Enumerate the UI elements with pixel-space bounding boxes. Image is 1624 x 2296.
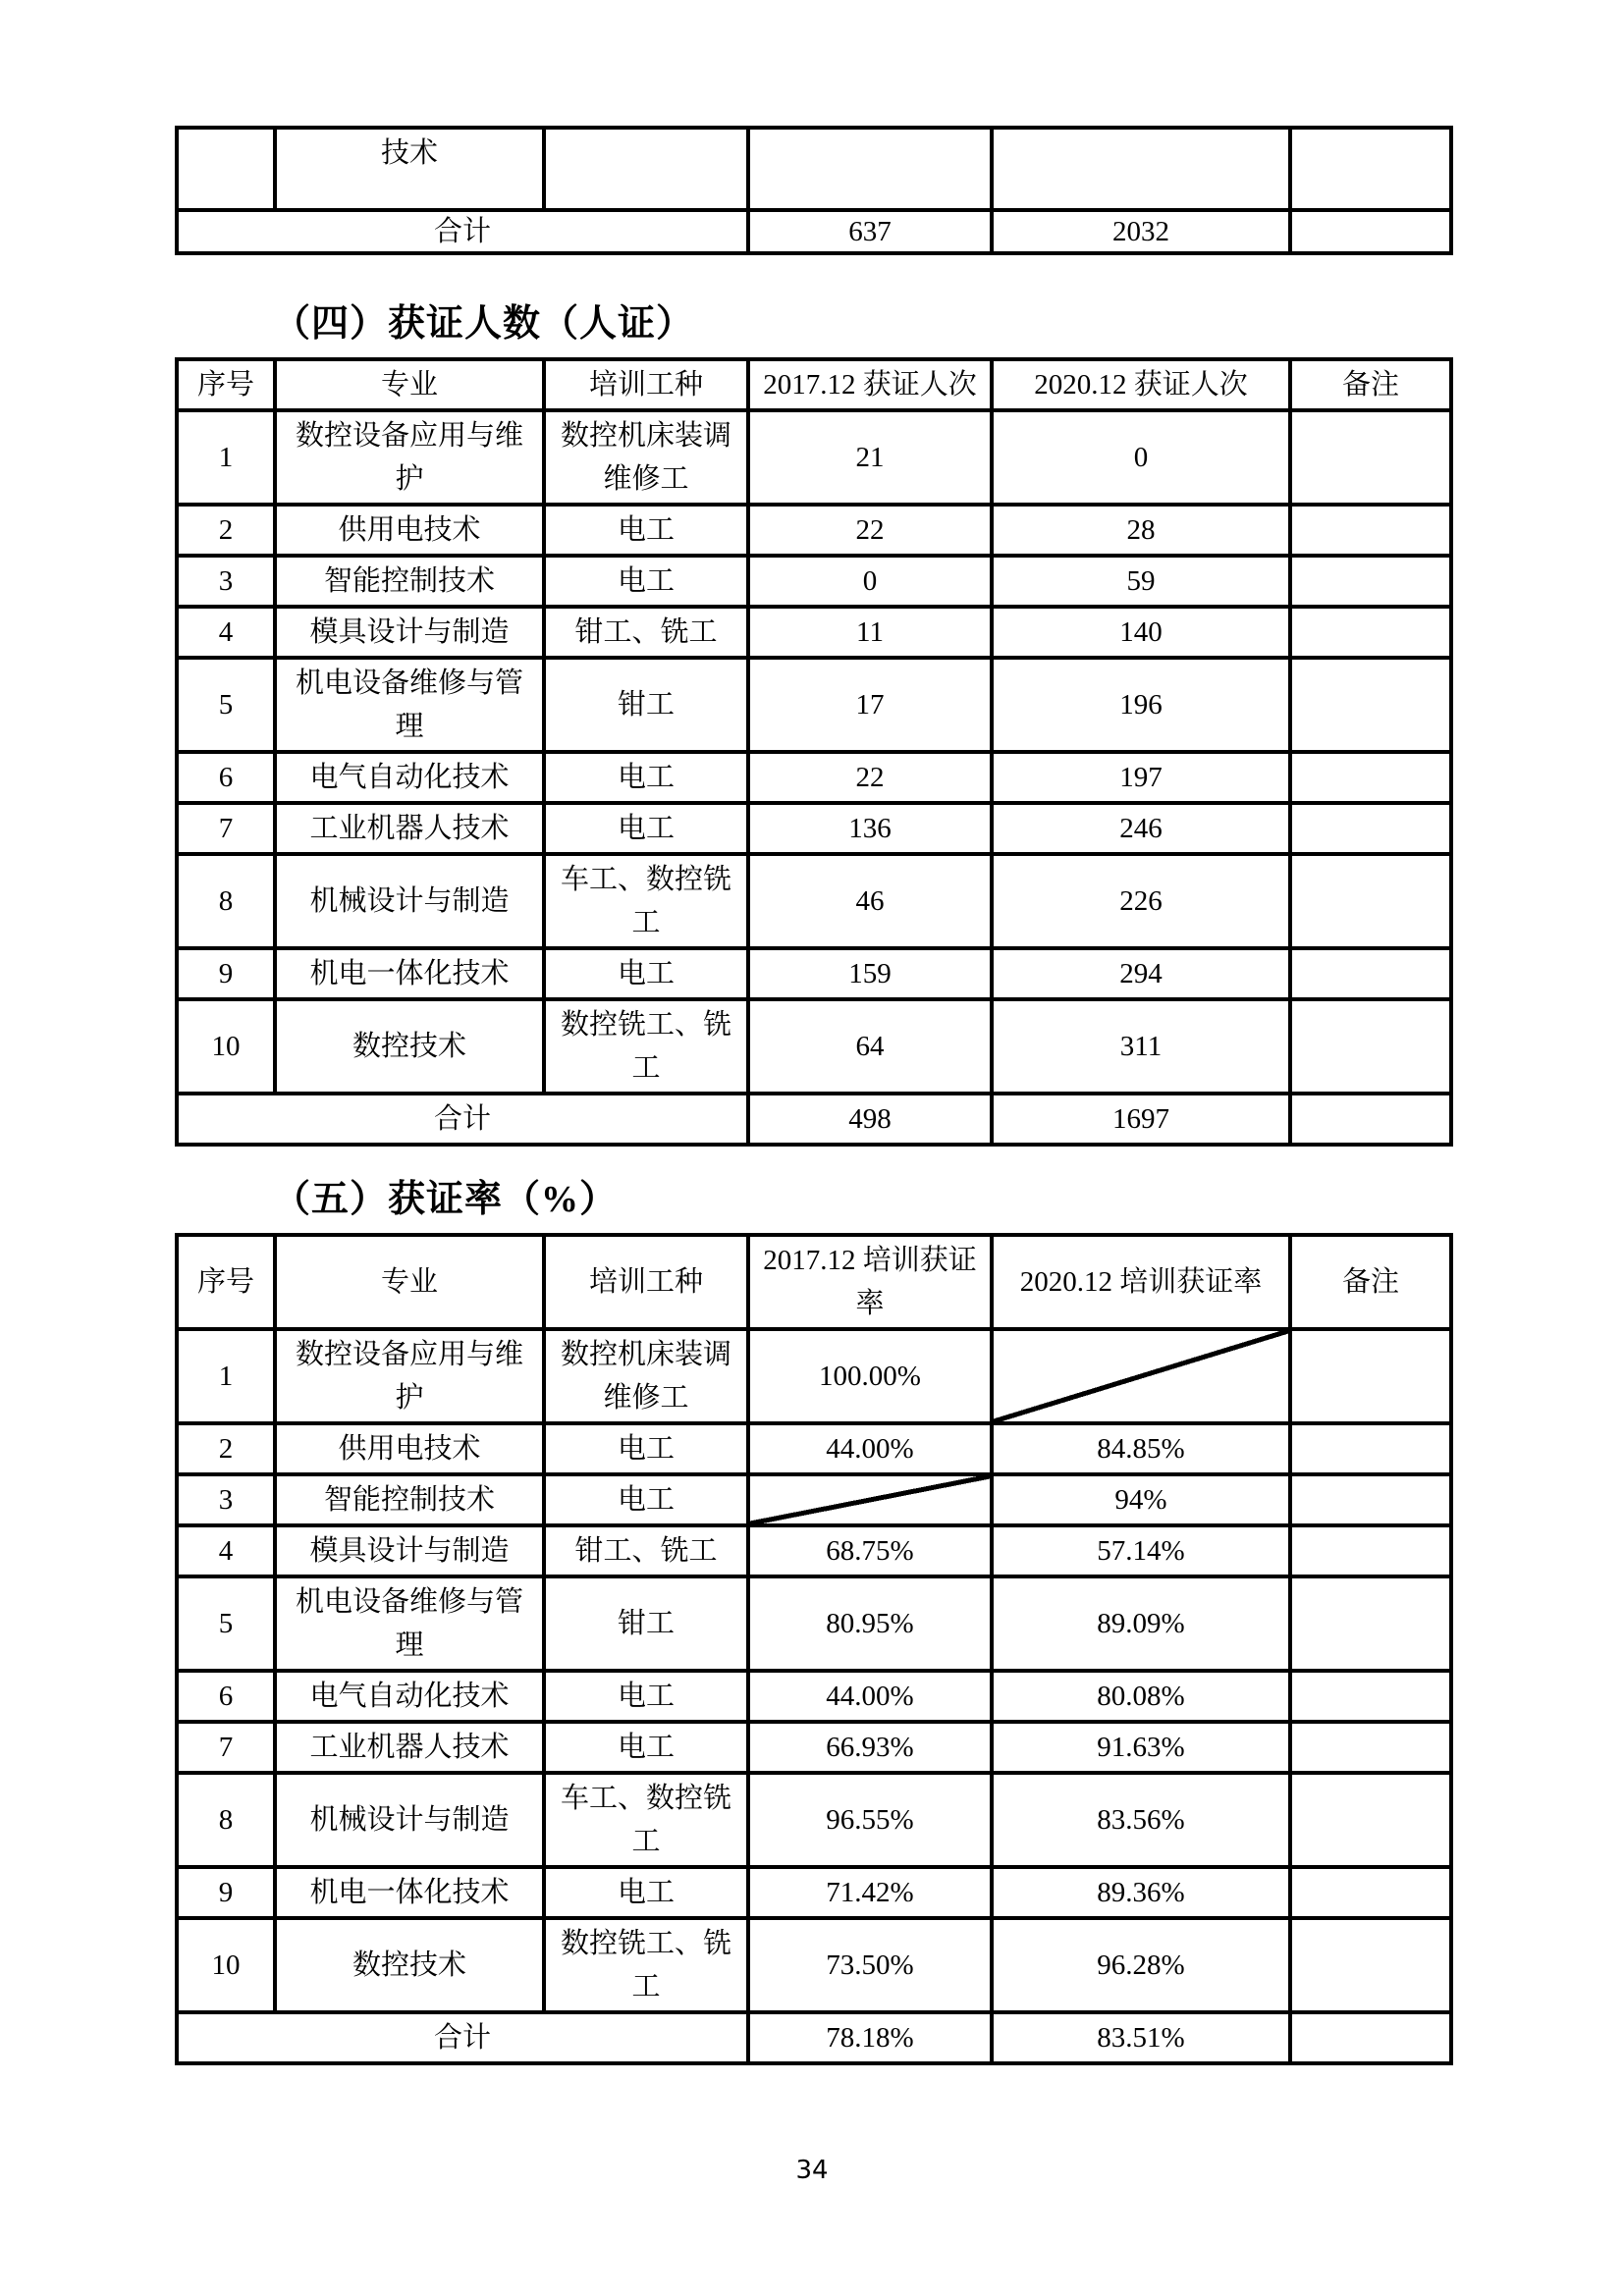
cell-2017-value: 71.42% bbox=[748, 1867, 992, 1918]
cell-trade: 电工 bbox=[544, 752, 748, 803]
cell-index: 4 bbox=[177, 1525, 275, 1576]
cell-major: 电气自动化技术 bbox=[275, 1671, 544, 1722]
cell-note bbox=[1290, 1576, 1451, 1671]
cell-2020-value: 80.08% bbox=[992, 1671, 1290, 1722]
cell-index: 3 bbox=[177, 556, 275, 607]
cell-major: 工业机器人技术 bbox=[275, 1722, 544, 1773]
cell-major: 供用电技术 bbox=[275, 1423, 544, 1474]
cell-index: 10 bbox=[177, 1918, 275, 2012]
cell-note bbox=[1290, 752, 1451, 803]
cell-trade: 电工 bbox=[544, 1671, 748, 1722]
table-row bbox=[177, 999, 1451, 1094]
cell-2017-value: 80.95% bbox=[748, 1576, 992, 1671]
cell-trade: 车工、数控铣工 bbox=[544, 854, 748, 948]
cell-2020-value: 28 bbox=[992, 505, 1290, 556]
cell-2017-value: 100.00% bbox=[748, 1329, 992, 1423]
cell-2017-value: 21 bbox=[748, 410, 992, 505]
table-row bbox=[177, 1329, 1451, 1423]
cell-2017-value: 17 bbox=[748, 658, 992, 752]
total-note bbox=[1290, 1094, 1451, 1145]
cell-major: 数控技术 bbox=[275, 1918, 544, 2012]
table-row bbox=[177, 1867, 1451, 1918]
cell-note bbox=[1290, 803, 1451, 854]
cell-2017-value: 46 bbox=[748, 854, 992, 948]
header-2017: 2017.12 培训获证率 bbox=[748, 1235, 992, 1329]
cell-trade bbox=[544, 128, 748, 210]
cell-major: 智能控制技术 bbox=[275, 1474, 544, 1525]
cell-trade: 电工 bbox=[544, 505, 748, 556]
cell-note bbox=[1290, 1773, 1451, 1867]
total-label: 合计 bbox=[177, 2012, 748, 2063]
cell-trade: 电工 bbox=[544, 948, 748, 999]
header-trade: 培训工种 bbox=[544, 359, 748, 410]
cell-2020-value: 0 bbox=[992, 410, 1290, 505]
table-row bbox=[177, 803, 1451, 854]
cell-index: 1 bbox=[177, 410, 275, 505]
cell-index: 5 bbox=[177, 1576, 275, 1671]
cell-index: 9 bbox=[177, 948, 275, 999]
cell-trade: 钳工 bbox=[544, 658, 748, 752]
cell-index: 7 bbox=[177, 803, 275, 854]
cell-major: 机电一体化技术 bbox=[275, 1867, 544, 1918]
total-2020-value: 83.51% bbox=[992, 2012, 1290, 2063]
total-row bbox=[177, 210, 1451, 253]
cell-2017-value: 136 bbox=[748, 803, 992, 854]
cell-2020-value bbox=[992, 128, 1290, 210]
total-2017-value: 498 bbox=[748, 1094, 992, 1145]
cell-major: 机械设计与制造 bbox=[275, 854, 544, 948]
cell-2017-value bbox=[748, 1474, 992, 1525]
cell-2020-value bbox=[992, 1329, 1290, 1423]
total-2017-value: 637 bbox=[748, 210, 992, 253]
total-2017-value: 78.18% bbox=[748, 2012, 992, 2063]
cell-2020-value: 91.63% bbox=[992, 1722, 1290, 1773]
cell-2017-value: 22 bbox=[748, 752, 992, 803]
page-number: 34 bbox=[795, 2156, 829, 2185]
total-note bbox=[1290, 210, 1451, 253]
cell-index bbox=[177, 128, 275, 210]
table-body bbox=[177, 1329, 1451, 2012]
cell-2020-value: 94% bbox=[992, 1474, 1290, 1525]
cell-note bbox=[1290, 128, 1451, 210]
cell-major: 机械设计与制造 bbox=[275, 1773, 544, 1867]
cell-major: 数控技术 bbox=[275, 999, 544, 1094]
cell-trade: 电工 bbox=[544, 1423, 748, 1474]
cell-2020-value: 196 bbox=[992, 658, 1290, 752]
cell-2020-value: 57.14% bbox=[992, 1525, 1290, 1576]
cell-note bbox=[1290, 607, 1451, 658]
cell-2020-value: 226 bbox=[992, 854, 1290, 948]
total-2020-value: 2032 bbox=[992, 210, 1290, 253]
cell-2017-value: 68.75% bbox=[748, 1525, 992, 1576]
cell-2017-value: 96.55% bbox=[748, 1773, 992, 1867]
table-header bbox=[177, 1235, 1451, 1329]
cell-index: 6 bbox=[177, 752, 275, 803]
header-2017: 2017.12 获证人次 bbox=[748, 359, 992, 410]
cell-major: 机电设备维修与管理 bbox=[275, 1576, 544, 1671]
cell-note bbox=[1290, 1423, 1451, 1474]
table-row bbox=[177, 948, 1451, 999]
cell-index: 2 bbox=[177, 505, 275, 556]
cell-note bbox=[1290, 1329, 1451, 1423]
cell-note bbox=[1290, 1474, 1451, 1525]
table-row bbox=[177, 1423, 1451, 1474]
cell-2020-value: 246 bbox=[992, 803, 1290, 854]
cell-note bbox=[1290, 556, 1451, 607]
cell-note bbox=[1290, 854, 1451, 948]
cell-trade: 车工、数控铣工 bbox=[544, 1773, 748, 1867]
header-trade: 培训工种 bbox=[544, 1235, 748, 1329]
cell-2020-value: 89.09% bbox=[992, 1576, 1290, 1671]
table-row bbox=[177, 556, 1451, 607]
cell-index: 9 bbox=[177, 1867, 275, 1918]
cell-major: 模具设计与制造 bbox=[275, 607, 544, 658]
cell-note bbox=[1290, 1722, 1451, 1773]
table-row bbox=[177, 410, 1451, 505]
cell-2020-value: 59 bbox=[992, 556, 1290, 607]
cell-major: 模具设计与制造 bbox=[275, 1525, 544, 1576]
cell-2017-value: 11 bbox=[748, 607, 992, 658]
cell-2020-value: 197 bbox=[992, 752, 1290, 803]
cell-2020-value: 83.56% bbox=[992, 1773, 1290, 1867]
table-row bbox=[177, 1722, 1451, 1773]
total-note bbox=[1290, 2012, 1451, 2063]
cell-trade: 电工 bbox=[544, 1722, 748, 1773]
table-row bbox=[177, 1525, 1451, 1576]
cell-index: 10 bbox=[177, 999, 275, 1094]
cell-note bbox=[1290, 1867, 1451, 1918]
cell-index: 8 bbox=[177, 1773, 275, 1867]
cell-trade: 数控铣工、铣工 bbox=[544, 999, 748, 1094]
header-row bbox=[177, 359, 1451, 410]
cell-2017-value: 64 bbox=[748, 999, 992, 1094]
cell-2020-value: 89.36% bbox=[992, 1867, 1290, 1918]
cell-2017-value: 73.50% bbox=[748, 1918, 992, 2012]
section5-heading: （五）获证率（%） bbox=[273, 1179, 619, 1220]
cell-2017-value: 44.00% bbox=[748, 1671, 992, 1722]
table-row bbox=[177, 1671, 1451, 1722]
header-note: 备注 bbox=[1290, 359, 1451, 410]
cell-trade: 钳工、铣工 bbox=[544, 1525, 748, 1576]
table-row bbox=[177, 128, 1451, 210]
table-continuation bbox=[175, 126, 1453, 255]
total-label: 合计 bbox=[177, 1094, 748, 1145]
header-index: 序号 bbox=[177, 1235, 275, 1329]
section4-heading: （四）获证人数（人证） bbox=[273, 303, 695, 345]
cell-major-continued: 技术 bbox=[275, 128, 544, 210]
cell-trade: 电工 bbox=[544, 1474, 748, 1525]
cell-note bbox=[1290, 1671, 1451, 1722]
table-header bbox=[177, 359, 1451, 410]
cell-index: 3 bbox=[177, 1474, 275, 1525]
cell-2020-value: 96.28% bbox=[992, 1918, 1290, 2012]
cell-note bbox=[1290, 1918, 1451, 2012]
cell-trade: 电工 bbox=[544, 1867, 748, 1918]
table-row bbox=[177, 607, 1451, 658]
cell-note bbox=[1290, 999, 1451, 1094]
cell-index: 5 bbox=[177, 658, 275, 752]
cell-trade: 数控机床装调维修工 bbox=[544, 1329, 748, 1423]
cell-major: 工业机器人技术 bbox=[275, 803, 544, 854]
total-row bbox=[177, 2012, 1451, 2063]
header-note: 备注 bbox=[1290, 1235, 1451, 1329]
table-cert-count bbox=[175, 357, 1453, 1147]
cell-2017-value: 22 bbox=[748, 505, 992, 556]
cell-2020-value: 311 bbox=[992, 999, 1290, 1094]
cell-trade: 电工 bbox=[544, 803, 748, 854]
header-major: 专业 bbox=[275, 359, 544, 410]
cell-trade: 钳工、铣工 bbox=[544, 607, 748, 658]
table-row bbox=[177, 1474, 1451, 1525]
cell-2017-value: 159 bbox=[748, 948, 992, 999]
table-row bbox=[177, 752, 1451, 803]
cell-trade: 钳工 bbox=[544, 1576, 748, 1671]
header-major: 专业 bbox=[275, 1235, 544, 1329]
header-2020: 2020.12 培训获证率 bbox=[992, 1235, 1290, 1329]
cell-note bbox=[1290, 948, 1451, 999]
table-row bbox=[177, 505, 1451, 556]
cell-trade: 数控铣工、铣工 bbox=[544, 1918, 748, 2012]
cell-2017-value bbox=[748, 128, 992, 210]
cell-index: 2 bbox=[177, 1423, 275, 1474]
cell-2017-value: 44.00% bbox=[748, 1423, 992, 1474]
table-row bbox=[177, 658, 1451, 752]
cell-index: 7 bbox=[177, 1722, 275, 1773]
cell-major: 数控设备应用与维护 bbox=[275, 410, 544, 505]
cell-note bbox=[1290, 505, 1451, 556]
cell-2017-value: 66.93% bbox=[748, 1722, 992, 1773]
cell-major: 智能控制技术 bbox=[275, 556, 544, 607]
cell-index: 1 bbox=[177, 1329, 275, 1423]
cell-note bbox=[1290, 1525, 1451, 1576]
cell-major: 机电设备维修与管理 bbox=[275, 658, 544, 752]
table-row bbox=[177, 1576, 1451, 1671]
table-row bbox=[177, 1918, 1451, 2012]
cell-2020-value: 140 bbox=[992, 607, 1290, 658]
table-row bbox=[177, 1773, 1451, 1867]
cell-major: 机电一体化技术 bbox=[275, 948, 544, 999]
total-label: 合计 bbox=[177, 210, 748, 253]
total-row bbox=[177, 1094, 1451, 1145]
cell-index: 6 bbox=[177, 1671, 275, 1722]
cell-trade: 数控机床装调维修工 bbox=[544, 410, 748, 505]
header-index: 序号 bbox=[177, 359, 275, 410]
cell-trade: 电工 bbox=[544, 556, 748, 607]
header-2020: 2020.12 获证人次 bbox=[992, 359, 1290, 410]
cell-major: 数控设备应用与维护 bbox=[275, 1329, 544, 1423]
total-2020-value: 1697 bbox=[992, 1094, 1290, 1145]
table-cert-rate bbox=[175, 1233, 1453, 2065]
cell-note bbox=[1290, 410, 1451, 505]
cell-2017-value: 0 bbox=[748, 556, 992, 607]
table-body bbox=[177, 410, 1451, 1094]
cell-index: 8 bbox=[177, 854, 275, 948]
cell-major: 供用电技术 bbox=[275, 505, 544, 556]
cell-major: 电气自动化技术 bbox=[275, 752, 544, 803]
table-row bbox=[177, 854, 1451, 948]
cell-2020-value: 294 bbox=[992, 948, 1290, 999]
cell-note bbox=[1290, 658, 1451, 752]
cell-2020-value: 84.85% bbox=[992, 1423, 1290, 1474]
header-row bbox=[177, 1235, 1451, 1329]
cell-index: 4 bbox=[177, 607, 275, 658]
